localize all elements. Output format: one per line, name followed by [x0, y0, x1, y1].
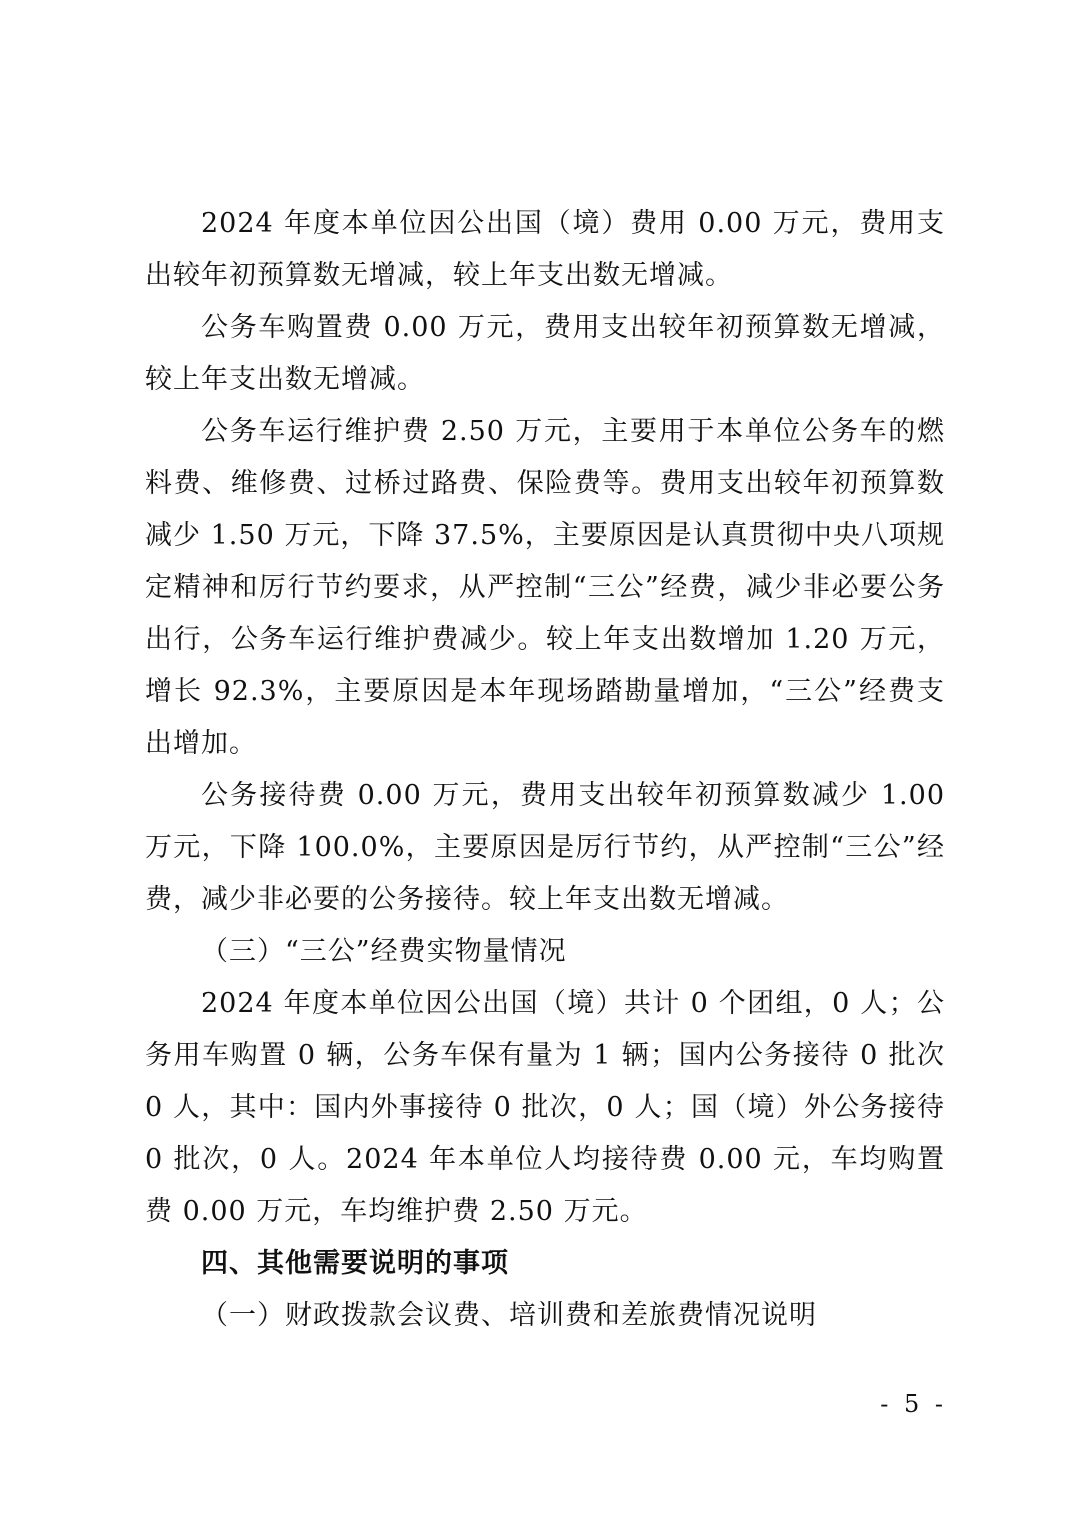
- paragraph-physical-quantity: 2024 年度本单位因公出国（境）共计 0 个团组，0 人；公务用车购置 0 辆，公务车保有量为 1 辆；国内公务接待 0 批次 0 人，其中：国内外事接待 0 批次，0 人；国（境）外公务接待 0 批次，0 人。2024 年本单位人均接待费 0.00 元，车均购置费 0.00 万元，车均维护费 2.50 万元。: [145, 988, 945, 1227]
- subheading-meeting-training-travel: （一）财政拨款会议费、培训费和差旅费情况说明: [201, 1300, 817, 1331]
- paragraph-reception-expense: 公务接待费 0.00 万元，费用支出较年初预算数减少 1.00 万元，下降 100.0%，主要原因是厉行节约，从严控制“三公”经费，减少非必要的公务接待。较上年支出数无增减。: [145, 780, 945, 915]
- paragraph-vehicle-purchase: 公务车购置费 0.00 万元，费用支出较年初预算数无增减，较上年支出数无增减。: [145, 312, 945, 395]
- paragraph-overseas-expense: 2024 年度本单位因公出国（境）费用 0.00 万元，费用支出较年初预算数无增减，较上年支出数无增减。: [145, 208, 945, 291]
- heading-other-matters: 四、其他需要说明的事项: [201, 1248, 509, 1279]
- section-three-title: （三）“三公”经费实物量情况: [201, 936, 567, 967]
- body-text: [145, 198, 945, 1342]
- page-number: - 5 -: [880, 1390, 947, 1418]
- paragraph-vehicle-maintenance: 公务车运行维护费 2.50 万元，主要用于本单位公务车的燃料费、维修费、过桥过路费、保险费等。费用支出较年初预算数减少 1.50 万元，下降 37.5%，主要原因是认真贯彻中央八项规定精神和厉行节约要求，从严控制“三公”经费，减少非必要公务出行，公务车运行维护费减少。较上年支出数增加 1.20 万元，增长 92.3%，主要原因是本年现场踏勘量增加，“三公”经费支出增加。: [145, 416, 945, 759]
